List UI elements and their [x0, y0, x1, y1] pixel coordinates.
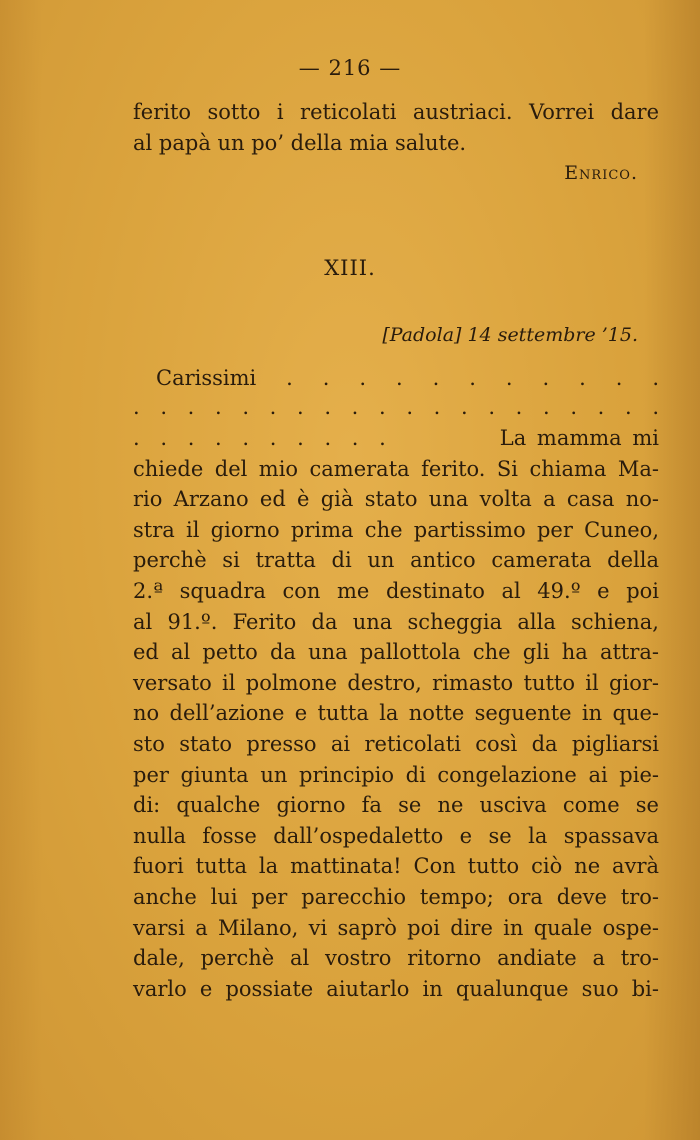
- text-line: al papà un po’ della mia salute.: [133, 130, 467, 155]
- text-line: di: qualche giorno fa se ne usciva come se: [133, 793, 659, 818]
- text-line: perchè si tratta di un antico camerata della: [133, 548, 659, 573]
- text-line: varsi a Milano, vi saprò poi dire in quale ospe-: [133, 915, 659, 940]
- first-body-line: [133, 423, 659, 454]
- text-line: stra il giorno prima che partissimo per Cuneo,: [133, 517, 659, 542]
- first-line-dots: . . . . . . . . . .: [133, 426, 386, 450]
- text-line: ferito sotto i reticolati austriaci. Vorrei dare: [133, 100, 659, 124]
- text-line: fuori tutta la mattinata! Con tutto ciò ne avrà: [133, 854, 659, 879]
- text-line: no dell’azione e tutta la notte seguente in que-: [133, 701, 659, 726]
- chapter-heading: XIII.: [324, 256, 376, 280]
- page-number: — 216 —: [298, 56, 402, 80]
- text-line: sto stato presso ai reticolati così da pigliarsi: [133, 731, 659, 756]
- letter-body: [133, 423, 659, 1004]
- salutation: Carissimi . . . . . . . . . . .: [156, 366, 659, 390]
- text-line: al 91.º. Ferito da una scheggia alla schiena,: [133, 609, 659, 634]
- text-line: ed al petto da una pallottola che gli ha attra-: [133, 640, 659, 665]
- text-line: 2.ª squadra con me destinato al 49.º e poi: [133, 578, 659, 603]
- ellipsis-row: . . . . . . . . . . . . . . . . . . . .: [133, 395, 659, 419]
- text-line: per giunta un principio di congelazione ai pie-: [133, 762, 659, 787]
- text-line: dale, perchè al vostro ritorno andiate a tro-: [133, 946, 659, 971]
- signature: Enrico.: [564, 162, 638, 184]
- text-line: varlo e possiate aiutarlo in qualunque suo bi-: [133, 976, 659, 1001]
- dateline: [Padola] 14 settembre ’15.: [382, 324, 638, 346]
- text-line: versato il polmone destro, rimasto tutto il gior-: [133, 670, 659, 695]
- first-line-text: La mamma mi: [499, 426, 659, 450]
- text-line: rio Arzano ed è già stato una volta a casa no-: [133, 487, 659, 512]
- text-line: nulla fosse dall’ospedaletto e se la spassava: [133, 823, 659, 848]
- prior-letter-ending: [133, 97, 659, 158]
- text-line: anche lui per parecchio tempo; ora deve tro-: [133, 884, 659, 909]
- text-line: chiede del mio camerata ferito. Si chiama Ma-: [133, 456, 659, 481]
